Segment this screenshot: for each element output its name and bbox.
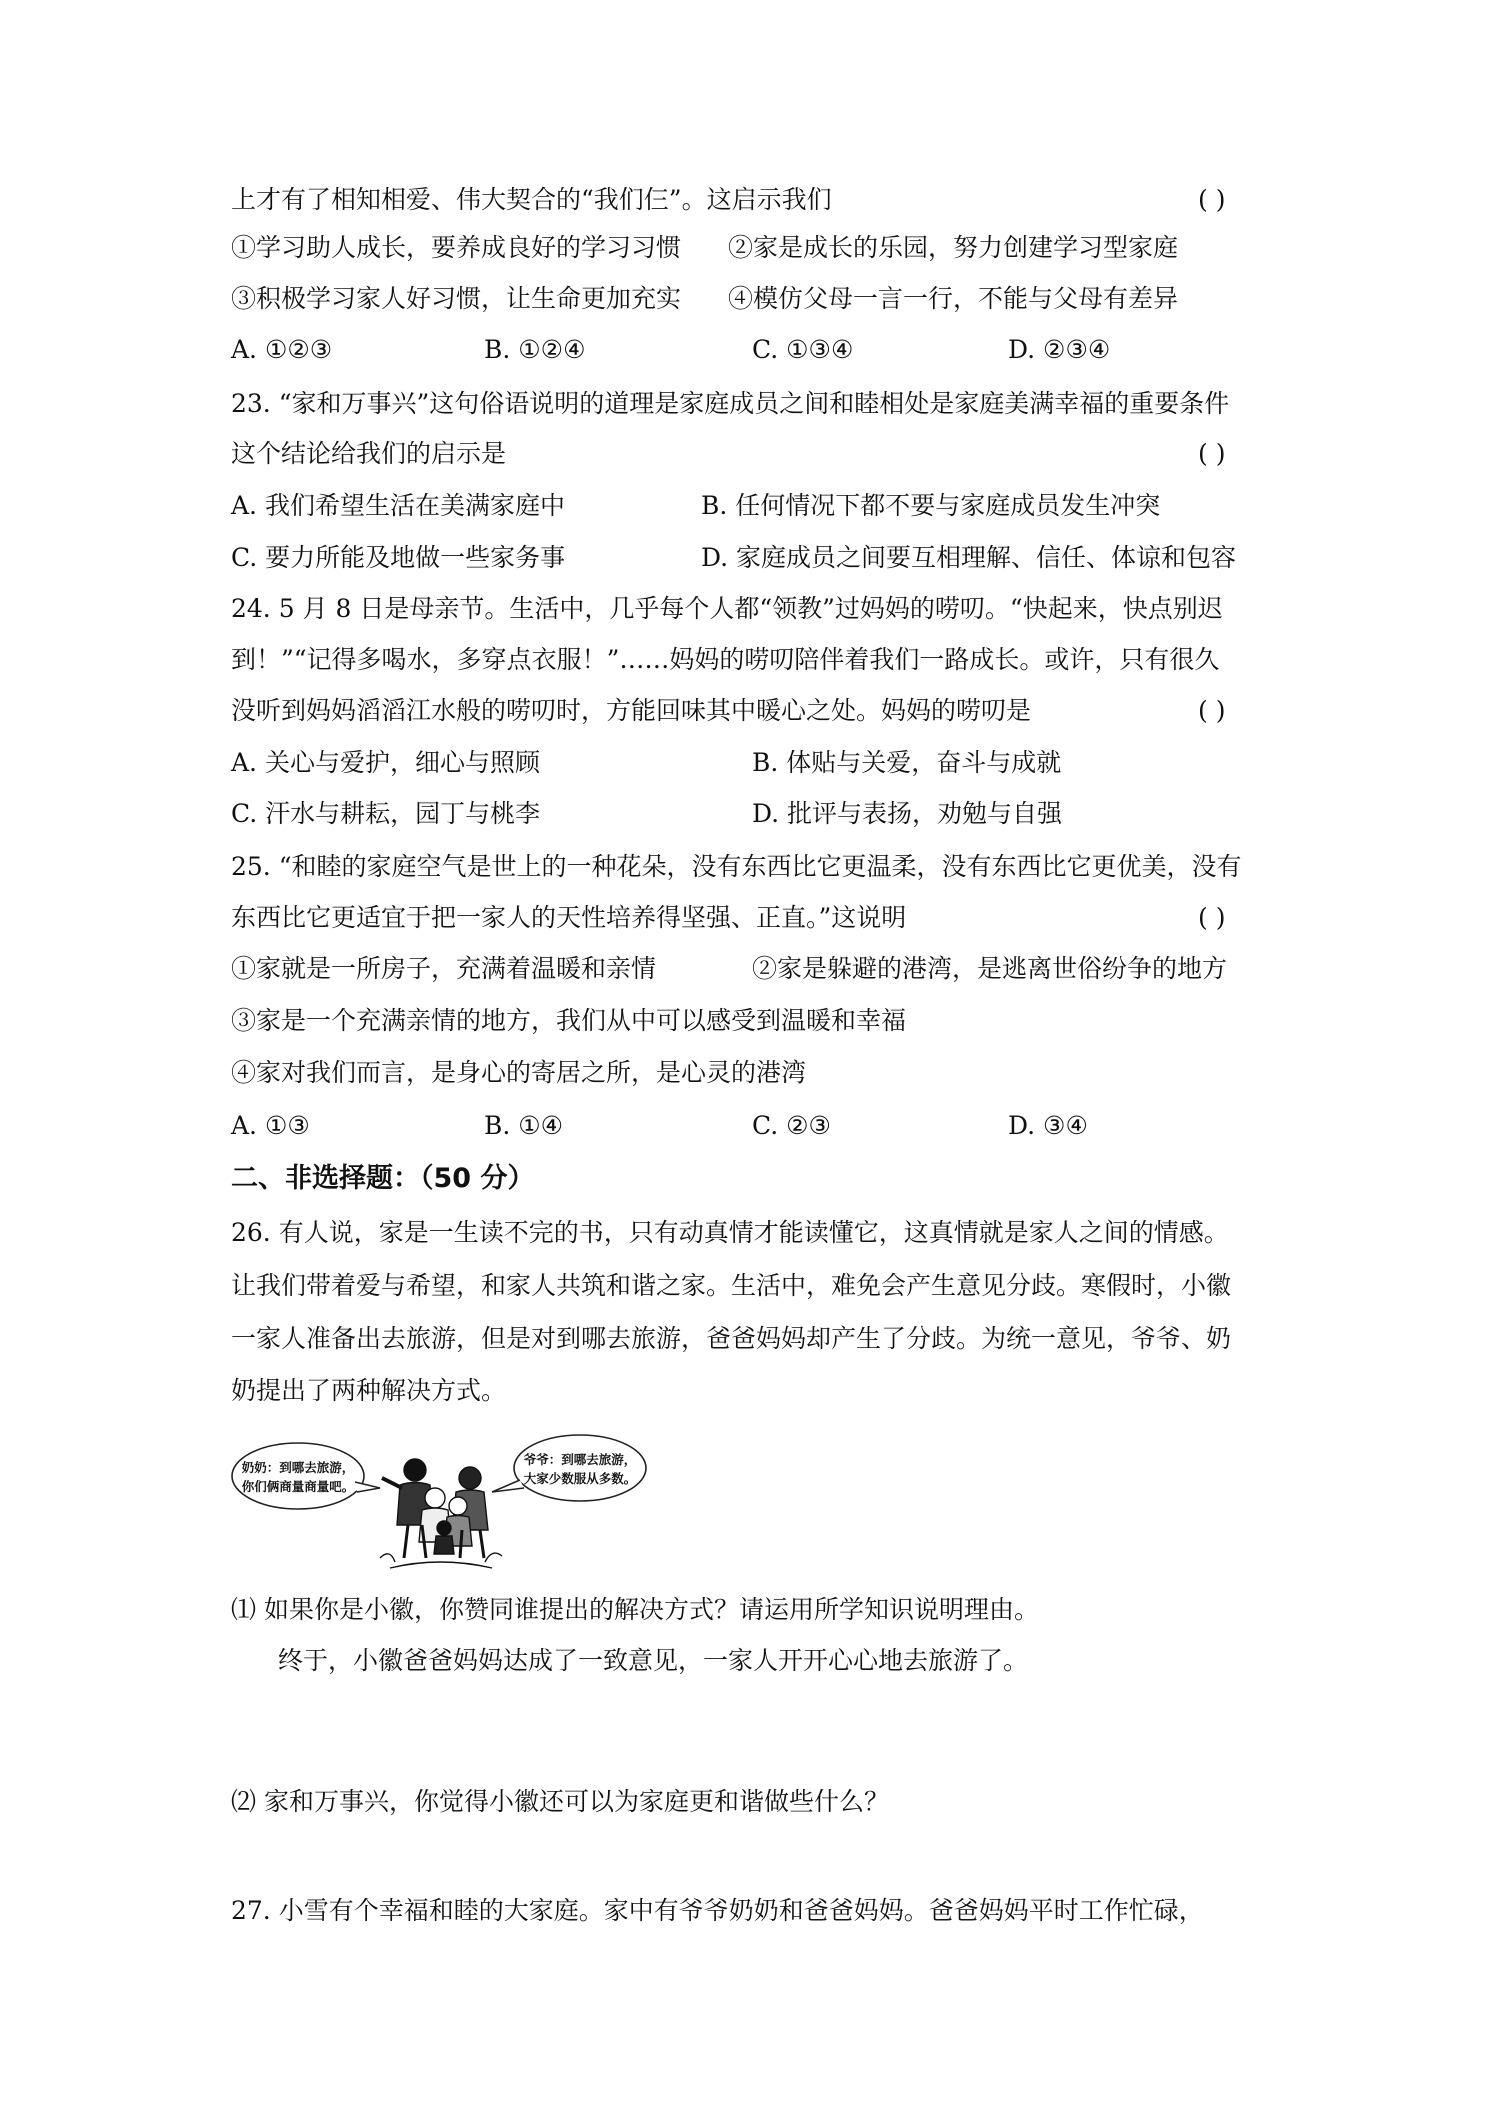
- section-heading-nonchoice: 二、非选择题：（50 分）: [231, 1163, 535, 1194]
- bubble-grandma-line-1: 奶奶：到哪去旅游，: [241, 1460, 355, 1475]
- q24-stem-line-3: 没听到妈妈滔滔江水般的唠叨时，方能回味其中暖心之处。妈妈的唠叨是: [231, 696, 1032, 725]
- bubble-grandma-line-2: 你们俩商量商量吧。: [241, 1479, 355, 1494]
- speech-bubble-grandma: [232, 1443, 380, 1509]
- q26-stem-line-1: 26. 有人说，家是一生读不完的书，只有动真情才能读懂它，这真情就是家人之间的情感。: [231, 1218, 1229, 1247]
- q22-stem-tail: 上才有了相知相爱、伟大契合的“我们仨”。这启示我们: [231, 185, 832, 214]
- q22-option-b: B. ①②④: [484, 335, 586, 364]
- q26-stem-line-3: 一家人准备出去旅游，但是对到哪去旅游，爸爸妈妈却产生了分歧。为统一意见，爷爷、奶: [231, 1324, 1232, 1353]
- q25-option-a: A. ①③: [231, 1111, 310, 1140]
- q22-option-d: D. ②③④: [1008, 335, 1111, 364]
- q25-statement-1: ①家就是一所房子，充满着温暖和亲情: [231, 954, 657, 983]
- q25-stem-line-2: 东西比它更适宜于把一家人的天性培养得坚强、正直。”这说明: [231, 903, 907, 932]
- q23-stem-line-2: 这个结论给我们的启示是: [231, 439, 507, 468]
- q22-answer-bracket: ( ): [1198, 185, 1226, 214]
- q25-option-c: C. ②③: [752, 1111, 831, 1140]
- q24-option-a: A. 关心与爱护，细心与照顾: [231, 748, 540, 777]
- q24-stem-line-1: 24. 5 月 8 日是母亲节。生活中，几乎每个人都“领教”过妈妈的唠叨。“快起来，快点别迟: [231, 594, 1223, 623]
- q24-answer-bracket: ( ): [1198, 696, 1226, 725]
- q25-option-b: B. ①④: [484, 1111, 564, 1140]
- q23-option-a: A. 我们希望生活在美满家庭中: [231, 491, 565, 520]
- q27-stem-line-1: 27. 小雪有个幸福和睦的大家庭。家中有爷爷奶奶和爸爸妈妈。爸爸妈妈平时工作忙碌，: [231, 1896, 1204, 1925]
- q26-stem-line-2: 让我们带着爱与希望，和家人共筑和谐之家。生活中，难免会产生意见分歧。寒假时，小徽: [231, 1271, 1232, 1300]
- q22-statement-3: ③积极学习家人好习惯，让生命更加充实: [231, 284, 682, 313]
- family-illustration: [230, 1430, 650, 1575]
- q24-option-b: B. 体贴与关爱，奋斗与成就: [752, 748, 1062, 777]
- q22-statement-4: ④模仿父母一言一行，不能与父母有差异: [728, 284, 1179, 313]
- bubble-grandpa-line-2: 大家少数服从多数。: [523, 1471, 637, 1486]
- q23-answer-bracket: ( ): [1198, 439, 1226, 468]
- q26-sub-question-1-followup: 终于，小徽爸爸妈妈达成了一致意见，一家人开开心心地去旅游了。: [278, 1646, 1029, 1675]
- q23-option-c: C. 要力所能及地做一些家务事: [231, 543, 566, 572]
- q25-statement-4: ④家对我们而言，是身心的寄居之所，是心灵的港湾: [231, 1058, 807, 1087]
- q25-statement-2: ②家是躲避的港湾，是逃离世俗纷争的地方: [752, 954, 1228, 983]
- q22-option-c: C. ①③④: [752, 335, 854, 364]
- q25-answer-bracket: ( ): [1198, 903, 1226, 932]
- q24-option-d: D. 批评与表扬，劝勉与自强: [752, 799, 1063, 828]
- q25-statement-3: ③家是一个充满亲情的地方，我们从中可以感受到温暖和幸福: [231, 1006, 907, 1035]
- bubble-grandpa-line-1: 爷爷：到哪去旅游，: [523, 1452, 637, 1467]
- q22-option-a: A. ①②③: [231, 335, 333, 364]
- q26-stem-line-4: 奶提出了两种解决方式。: [231, 1376, 507, 1405]
- q26-sub-question-1: ⑴ 如果你是小徽，你赞同谁提出的解决方式？请运用所学知识说明理由。: [231, 1595, 1039, 1624]
- q26-sub-question-2: ⑵ 家和万事兴，你觉得小徽还可以为家庭更和谐做些什么？: [231, 1787, 889, 1816]
- q25-stem-line-1: 25. “和睦的家庭空气是世上的一种花朵，没有东西比它更温柔，没有东西比它更优美，没有: [231, 852, 1242, 881]
- q24-option-c: C. 汗水与耕耘，园丁与桃李: [231, 799, 541, 828]
- q23-option-b: B. 任何情况下都不要与家庭成员发生冲突: [701, 491, 1161, 520]
- speech-bubble-grandpa: [492, 1435, 646, 1501]
- q23-option-d: D. 家庭成员之间要互相理解、信任、体谅和包容: [701, 543, 1237, 572]
- family-group-icon: [380, 1459, 502, 1568]
- q23-stem-line-1: 23. “家和万事兴”这句俗语说明的道理是家庭成员之间和睦相处是家庭美满幸福的重要条件: [231, 389, 1230, 418]
- q24-stem-line-2: 到！”“记得多喝水，多穿点衣服！”……妈妈的唠叨陪伴着我们一路成长。或许，只有很久: [231, 645, 1220, 674]
- q22-statement-2: ②家是成长的乐园，努力创建学习型家庭: [728, 233, 1179, 262]
- q25-option-d: D. ③④: [1008, 1111, 1088, 1140]
- q22-statement-1: ①学习助人成长，要养成良好的学习习惯: [231, 233, 682, 262]
